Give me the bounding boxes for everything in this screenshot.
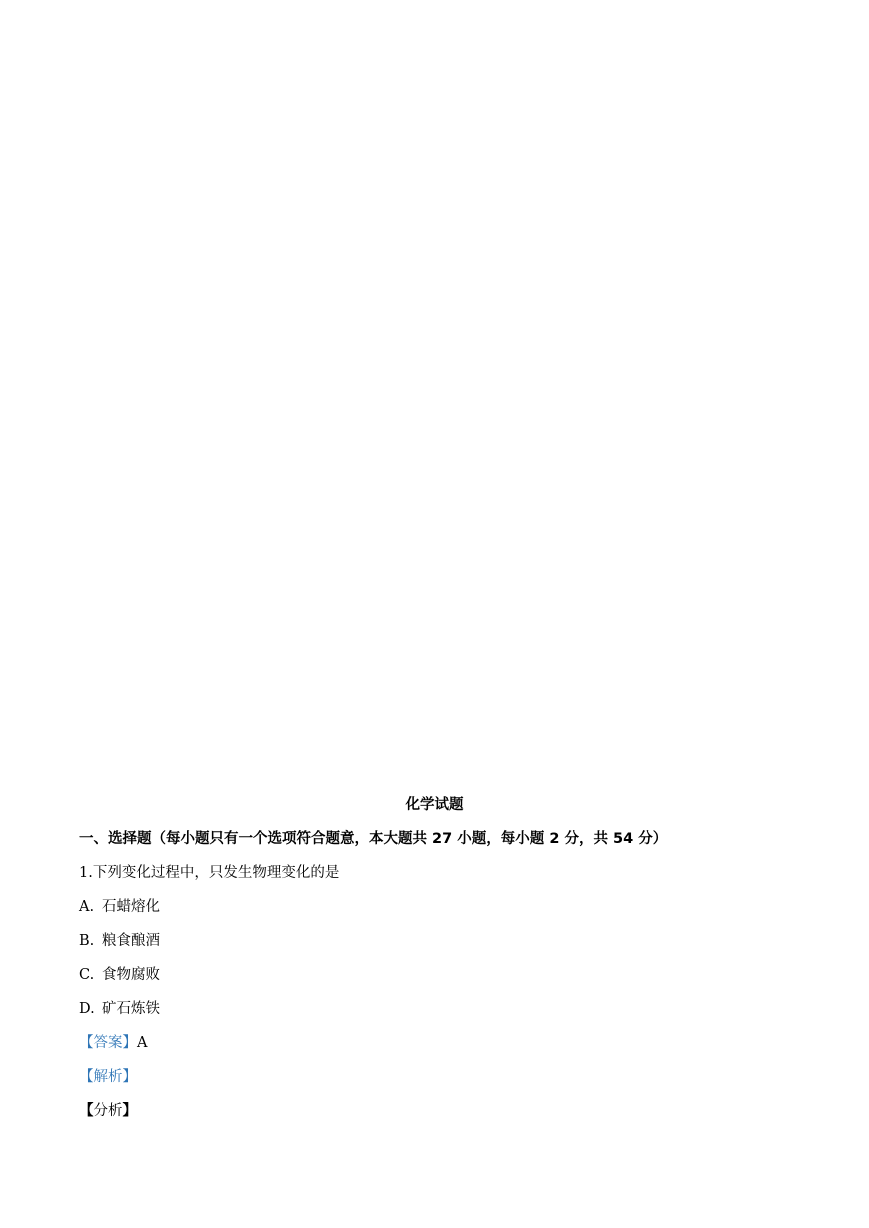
option-letter: A. — [79, 899, 95, 915]
option-c — [79, 965, 160, 985]
option-letter: B. — [79, 933, 95, 949]
analysis-label: 【解析】 — [79, 1069, 137, 1085]
fenxi-open-bracket: 【 — [79, 1102, 94, 1119]
answer-value: A — [137, 1035, 148, 1051]
option-text: 粮食酿酒 — [102, 933, 160, 949]
question-stem: 1.下列变化过程中，只发生物理变化的是 — [79, 865, 340, 881]
fenxi-close-bracket: 】 — [122, 1102, 137, 1119]
option-text: 食物腐败 — [102, 967, 160, 983]
answer-line — [79, 1033, 147, 1053]
fenxi-label: 分析 — [93, 1103, 123, 1119]
answer-label: 【答案】 — [79, 1035, 137, 1051]
option-a — [79, 897, 160, 917]
fenxi-line — [79, 1101, 137, 1121]
section-heading: 一、选择题（每小题只有一个选项符合题意，本大题共 27 小题，每小题 2 分，共 54 分） — [79, 831, 668, 847]
option-letter: C. — [79, 967, 95, 983]
option-letter: D. — [79, 1001, 95, 1017]
page-title: 化学试题 — [405, 797, 464, 813]
option-text: 矿石炼铁 — [102, 1001, 160, 1017]
option-b — [79, 931, 160, 951]
option-d — [79, 999, 160, 1019]
analysis-line — [79, 1067, 137, 1087]
option-text: 石蜡熔化 — [102, 899, 160, 915]
